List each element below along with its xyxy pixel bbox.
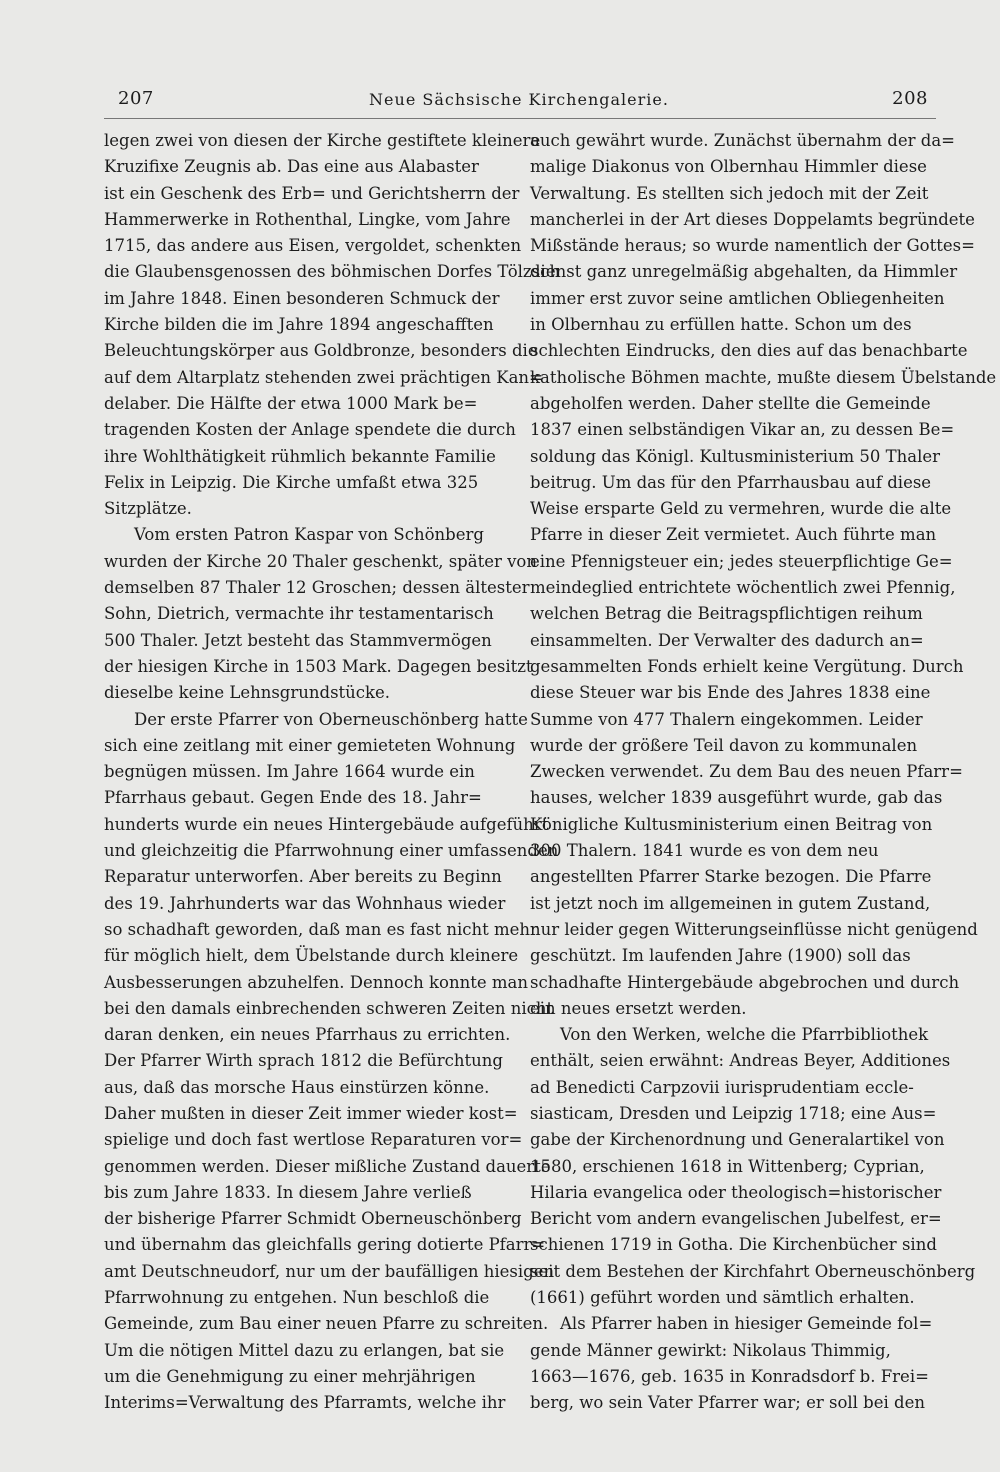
text-line: Kruzifixe Zeugnis ab. Das eine aus Alabaster	[104, 157, 479, 177]
text-line: genommen werden. Dieser mißliche Zustand dauerte	[104, 1156, 551, 1176]
left-column	[104, 128, 560, 1417]
text-line: schadhafte Hintergebäude abgebrochen und durch	[530, 972, 960, 992]
text-line: dieselbe keine Lehnsgrundstücke.	[104, 683, 391, 703]
text-line: Reparatur unterworfen. Aber bereits zu Beginn	[104, 867, 502, 887]
text-line: des 19. Jahrhunderts war das Wohnhaus wieder	[104, 893, 506, 913]
text-line: der bisherige Pfarrer Schmidt Oberneuschönberg	[104, 1209, 522, 1229]
text-line: amt Deutschneudorf, nur um der baufälligen hiesigen	[104, 1261, 555, 1281]
page-number-right: 208	[892, 88, 928, 109]
text-line: enthält, seien erwähnt: Andreas Beyer, Additiones	[530, 1051, 951, 1071]
text-line: bis zum Jahre 1833. In diesem Jahre verließ	[104, 1182, 472, 1202]
text-line: Felix in Leipzig. Die Kirche umfaßt etwa 325	[104, 472, 479, 492]
text-line: soldung das Königl. Kultusministerium 50 Thaler	[530, 446, 941, 466]
text-line: Der erste Pfarrer von Oberneuschönberg hatte	[134, 709, 528, 729]
text-line: diese Steuer war bis Ende des Jahres 1838 eine	[530, 683, 931, 703]
text-line: Sohn, Dietrich, vermachte ihr testamentarisch	[104, 604, 494, 624]
text-line: ist ein Geschenk des Erb= und Gerichtsherrn der	[104, 183, 520, 203]
text-line: nur leider gegen Witterungseinflüsse nicht genügend	[530, 919, 978, 939]
text-line: ihre Wohlthätigkeit rühmlich bekannte Familie	[104, 446, 496, 466]
text-line: katholische Böhmen machte, mußte diesem Übelstande	[530, 367, 997, 387]
text-line: einsammelten. Der Verwalter des dadurch an=	[530, 630, 924, 650]
text-line: angestellten Pfarrer Starke bezogen. Die Pfarre	[530, 867, 932, 887]
text-line: bei den damals einbrechenden schweren Zeiten nicht	[104, 998, 554, 1018]
text-line: 300 Thalern. 1841 wurde es von dem neu	[530, 841, 879, 861]
text-line: Verwaltung. Es stellten sich jedoch mit der Zeit	[530, 183, 929, 203]
text-line: hauses, welcher 1839 ausgeführt wurde, gab das	[530, 788, 943, 808]
text-line: 1580, erschienen 1618 in Wittenberg; Cyprian,	[530, 1156, 925, 1176]
page-header	[110, 88, 928, 116]
running-title: Neue Sächsische Kirchengalerie.	[369, 90, 669, 109]
text-line: Pfarrwohnung zu entgehen. Nun beschloß die	[104, 1288, 490, 1308]
text-line: daran denken, ein neues Pfarrhaus zu errichten.	[104, 1025, 511, 1045]
text-line: aus, daß das morsche Haus einstürzen könne.	[104, 1077, 490, 1097]
text-line: Königliche Kultusministerium einen Beitrag von	[530, 814, 933, 834]
text-line: demselben 87 Thaler 12 Groschen; dessen ältester	[104, 578, 530, 598]
page-number-left: 207	[118, 88, 154, 109]
text-line: abgeholfen werden. Daher stellte die Gemeinde	[530, 393, 931, 413]
text-line: Sitzplätze.	[104, 499, 192, 519]
text-line: berg, wo sein Vater Pfarrer war; er soll bei den	[530, 1393, 925, 1413]
text-line: welchen Betrag die Beitragspflichtigen reihum	[530, 604, 923, 624]
text-line: 1715, das andere aus Eisen, vergoldet, schenkten	[104, 236, 522, 256]
text-line: schienen 1719 in Gotha. Die Kirchenbücher sind	[530, 1235, 937, 1255]
text-line: Bericht vom andern evangelischen Jubelfest, er=	[530, 1209, 942, 1229]
text-line: Hilaria evangelica oder theologisch=historischer	[530, 1182, 942, 1202]
text-line: ad Benedicti Carpzovii iurisprudentiam eccle-	[530, 1077, 914, 1097]
text-line: Pfarre in dieser Zeit vermietet. Auch führte man	[530, 525, 937, 545]
text-line: 1663—1676, geb. 1635 in Konradsdorf b. Frei=	[530, 1366, 929, 1386]
text-line: der hiesigen Kirche in 1503 Mark. Dagegen besitzt	[104, 656, 533, 676]
text-line: wurde der größere Teil davon zu kommunalen	[530, 735, 918, 755]
text-line: Um die nötigen Mittel dazu zu erlangen, bat sie	[104, 1340, 505, 1360]
text-line: Beleuchtungskörper aus Goldbronze, besonders die	[104, 341, 538, 361]
text-line: sich eine zeitlang mit einer gemieteten Wohnung	[104, 735, 516, 755]
text-line: Mißstände heraus; so wurde namentlich der Gottes=	[530, 236, 975, 256]
text-line: siasticam, Dresden und Leipzig 1718; eine Aus=	[530, 1103, 937, 1123]
text-line: immer erst zuvor seine amtlichen Obliegenheiten	[530, 288, 945, 308]
text-line: meindeglied entrichtete wöchentlich zwei Pfennig,	[530, 578, 956, 598]
text-line: eine Pfennigsteuer ein; jedes steuerpflichtige Ge=	[530, 551, 953, 571]
text-line: 1837 einen selbständigen Vikar an, zu dessen Be=	[530, 420, 955, 440]
text-line: geschützt. Im laufenden Jahre (1900) soll das	[530, 946, 911, 966]
text-line: delaber. Die Hälfte der etwa 1000 Mark be=	[104, 393, 478, 413]
text-line: tragenden Kosten der Anlage spendete die durch	[104, 420, 516, 440]
text-line: und gleichzeitig die Pfarrwohnung einer umfassenden	[104, 841, 559, 861]
text-line: die Glaubensgenossen des böhmischen Dorfes Tölzsch	[104, 262, 560, 282]
text-line: in Olbernhau zu erfüllen hatte. Schon um des	[530, 315, 912, 335]
text-line: Von den Werken, welche die Pfarrbibliothek	[560, 1025, 929, 1045]
text-line: ein neues ersetzt werden.	[530, 998, 747, 1018]
text-line: gende Männer gewirkt: Nikolaus Thimmig,	[530, 1340, 891, 1360]
text-line: begnügen müssen. Im Jahre 1664 wurde ein	[104, 762, 475, 782]
text-line: gabe der Kirchenordnung und Generalartikel von	[530, 1130, 945, 1150]
text-line: 500 Thaler. Jetzt besteht das Stammvermögen	[104, 630, 492, 650]
header-rule	[104, 118, 936, 119]
text-line: dienst ganz unregelmäßig abgehalten, da Himmler	[530, 262, 958, 282]
text-line: Als Pfarrer haben in hiesiger Gemeinde fol=	[560, 1314, 933, 1334]
text-line: Der Pfarrer Wirth sprach 1812 die Befürchtung	[104, 1051, 503, 1071]
text-line: seit dem Bestehen der Kirchfahrt Oberneuschönberg	[530, 1261, 976, 1281]
text-line: ist jetzt noch im allgemeinen in gutem Zustand,	[530, 893, 931, 913]
text-line: Hammerwerke in Rothenthal, Lingke, vom Jahre	[104, 209, 511, 229]
text-line: malige Diakonus von Olbernhau Himmler diese	[530, 157, 927, 177]
text-line: Summe von 477 Thalern eingekommen. Leider	[530, 709, 923, 729]
text-line: beitrug. Um das für den Pfarrhausbau auf diese	[530, 472, 932, 492]
text-line: so schadhaft geworden, daß man es fast nicht mehr	[104, 919, 538, 939]
text-line: schlechten Eindrucks, den dies auf das benachbarte	[530, 341, 968, 361]
text-line: und übernahm das gleichfalls gering dotierte Pfarr=	[104, 1235, 546, 1255]
text-line: Pfarrhaus gebaut. Gegen Ende des 18. Jahr=	[104, 788, 482, 808]
text-line: Weise ersparte Geld zu vermehren, wurde die alte	[530, 499, 952, 519]
text-line: mancherlei in der Art dieses Doppelamts begründete	[530, 209, 975, 229]
text-line: Ausbesserungen abzuhelfen. Dennoch konnte man	[104, 972, 528, 992]
text-line: um die Genehmigung zu einer mehrjährigen	[104, 1366, 476, 1386]
text-line: legen zwei von diesen der Kirche gestiftete kleinere	[104, 131, 541, 150]
text-line: im Jahre 1848. Einen besonderen Schmuck der	[104, 288, 500, 308]
right-column	[530, 128, 997, 1417]
text-line: auch gewährt wurde. Zunächst übernahm der da=	[530, 131, 955, 150]
text-line: Interims=Verwaltung des Pfarramts, welche ihr	[104, 1393, 506, 1413]
text-line: Gemeinde, zum Bau einer neuen Pfarre zu schreiten.	[104, 1314, 549, 1334]
text-line: gesammelten Fonds erhielt keine Vergütung. Durch	[530, 656, 964, 676]
text-line: Vom ersten Patron Kaspar von Schönberg	[134, 525, 484, 545]
text-line: für möglich hielt, dem Übelstande durch kleinere	[104, 946, 519, 966]
text-line: Kirche bilden die im Jahre 1894 angeschafften	[104, 315, 494, 335]
text-line: spielige und doch fast wertlose Reparaturen vor=	[104, 1130, 523, 1150]
text-line: Zwecken verwendet. Zu dem Bau des neuen Pfarr=	[530, 762, 963, 782]
text-line: auf dem Altarplatz stehenden zwei prächtigen Kan=	[104, 367, 543, 387]
text-line: (1661) geführt worden und sämtlich erhalten.	[530, 1288, 915, 1308]
text-line: hunderts wurde ein neues Hintergebäude aufgeführt	[104, 814, 549, 834]
text-line: Daher mußten in dieser Zeit immer wieder kost=	[104, 1103, 518, 1123]
text-line: wurden der Kirche 20 Thaler geschenkt, später von	[104, 551, 537, 571]
